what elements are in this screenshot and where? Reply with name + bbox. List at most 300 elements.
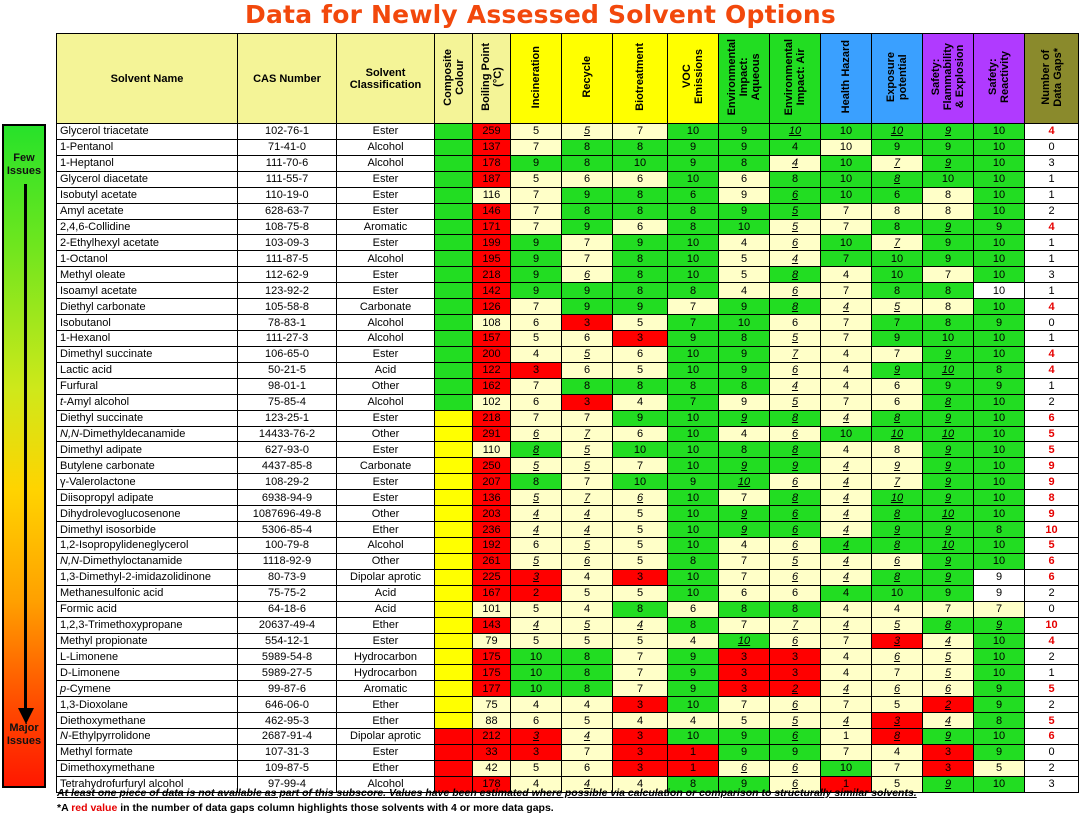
score-value: 5 (636, 634, 644, 647)
score-value: 7 (893, 316, 901, 329)
score-cell (974, 219, 1025, 235)
score-cell (719, 474, 770, 490)
score-cell (511, 458, 562, 474)
score-value: 7 (893, 762, 901, 775)
score-cell (770, 442, 821, 458)
score-value: 9 (689, 650, 697, 663)
score-value: 10 (992, 634, 1006, 647)
score-value: 10 (686, 348, 700, 361)
solvent-name-cell: Diethyl succinate (57, 410, 238, 426)
score-cell (668, 697, 719, 713)
cas-number-cell: 5989-54-8 (238, 649, 337, 665)
score-value: 10 (529, 650, 543, 663)
score-cell (923, 362, 974, 378)
score-value: 8 (944, 396, 952, 409)
score-value: 5 (791, 555, 799, 568)
score-cell (923, 410, 974, 426)
score-value: 10 (686, 523, 700, 536)
score-cell (1025, 522, 1079, 538)
score-cell (511, 633, 562, 649)
score-value: 10 (529, 666, 543, 679)
score-cell (562, 235, 613, 251)
score-value: 7 (842, 205, 850, 218)
score-value: 6 (532, 427, 540, 440)
score-value: 5 (893, 300, 901, 313)
score-value: 8 (944, 300, 952, 313)
score-cell (872, 713, 923, 729)
score-value: 7 (636, 459, 644, 472)
composite-colour-cell (435, 346, 473, 362)
score-cell (1025, 760, 1079, 776)
score-value: 10 (839, 236, 853, 249)
score-cell (974, 235, 1025, 251)
score-value: 9 (636, 412, 644, 425)
solvent-name-cell: Methyl propionate (57, 633, 238, 649)
score-cell (923, 426, 974, 442)
score-value: 9 (532, 268, 540, 281)
score-value: 4 (636, 778, 644, 791)
score-cell (974, 330, 1025, 346)
composite-colour-cell (435, 124, 473, 140)
score-value: 9 (944, 125, 952, 138)
score-cell (562, 299, 613, 315)
cas-number-cell: 20637-49-4 (238, 617, 337, 633)
column-header (974, 34, 1025, 124)
score-cell (719, 744, 770, 760)
score-value: 5 (583, 619, 591, 632)
score-cell (821, 378, 872, 394)
score-cell (821, 219, 872, 235)
score-value: 10 (839, 189, 853, 202)
score-cell (719, 235, 770, 251)
score-cell (974, 203, 1025, 219)
score-cell (511, 665, 562, 681)
few-issues-label: Few Issues (6, 152, 42, 177)
boiling-point-cell: 126 (473, 299, 511, 315)
score-value: 6 (893, 380, 901, 393)
score-cell (821, 203, 872, 219)
score-value: 9 (893, 459, 901, 472)
score-value: 6 (893, 682, 901, 695)
score-cell (821, 426, 872, 442)
score-value: 6 (791, 427, 799, 440)
table-row (57, 601, 1079, 617)
score-value: 6 (1048, 571, 1055, 584)
score-cell (511, 744, 562, 760)
score-value: 6 (636, 173, 644, 186)
column-header: Solvent Classification (337, 34, 435, 124)
score-cell (974, 569, 1025, 585)
solvent-name-cell: t-Amyl alcohol (57, 394, 238, 410)
footnote2-pre: *A (57, 802, 72, 814)
score-value: 6 (791, 539, 799, 552)
score-value: 4 (1048, 364, 1055, 377)
score-value: 8 (583, 380, 591, 393)
composite-colour-cell (435, 490, 473, 506)
score-value: 4 (842, 491, 850, 504)
score-cell (770, 744, 821, 760)
boiling-point-cell: 143 (473, 617, 511, 633)
score-cell (872, 426, 923, 442)
score-cell (821, 506, 872, 522)
column-header-label: Biotreatment (634, 43, 646, 111)
score-cell (821, 665, 872, 681)
score-cell (562, 522, 613, 538)
score-value: 10 (686, 252, 700, 265)
score-cell (872, 235, 923, 251)
score-value: 9 (995, 682, 1003, 695)
score-cell (719, 187, 770, 203)
score-cell (613, 665, 668, 681)
classification-cell: Ether (337, 713, 435, 729)
score-cell (668, 601, 719, 617)
score-value: 4 (893, 603, 901, 616)
cas-number-cell: 78-83-1 (238, 315, 337, 331)
score-cell (770, 203, 821, 219)
composite-colour-cell (435, 219, 473, 235)
score-value: 4 (842, 507, 850, 520)
column-header-label: Boiling Point (°C) (479, 43, 504, 111)
score-cell (770, 553, 821, 569)
score-value: 10 (992, 412, 1006, 425)
score-value: 6 (893, 650, 901, 663)
score-value: 4 (842, 555, 850, 568)
score-cell (719, 522, 770, 538)
score-value: 6 (583, 173, 591, 186)
boiling-point-cell: 177 (473, 681, 511, 697)
score-value: 8 (791, 603, 799, 616)
table-row (57, 729, 1079, 745)
classification-cell: Ester (337, 235, 435, 251)
score-value: 10 (890, 427, 904, 440)
score-cell (770, 315, 821, 331)
score-value: 9 (893, 364, 901, 377)
solvent-name-cell: Dimethyl isosorbide (57, 522, 238, 538)
score-value: 7 (740, 491, 748, 504)
score-value: 6 (791, 523, 799, 536)
score-cell (668, 315, 719, 331)
score-value: 6 (740, 762, 748, 775)
score-value: 5 (583, 539, 591, 552)
score-value: 4 (740, 236, 748, 249)
boiling-point-cell: 200 (473, 346, 511, 362)
score-cell (613, 490, 668, 506)
score-cell (923, 697, 974, 713)
boiling-point-cell: 146 (473, 203, 511, 219)
score-value: 5 (995, 762, 1003, 775)
column-header (613, 34, 668, 124)
score-value: 2 (1048, 587, 1055, 600)
score-value: 3 (532, 571, 540, 584)
score-cell (613, 537, 668, 553)
score-value: 9 (740, 205, 748, 218)
score-value: 10 (686, 587, 700, 600)
score-cell (1025, 155, 1079, 171)
score-value: 7 (636, 666, 644, 679)
score-value: 10 (839, 762, 853, 775)
score-cell (974, 744, 1025, 760)
score-value: 3 (583, 316, 591, 329)
table-row (57, 219, 1079, 235)
classification-cell: Ester (337, 346, 435, 362)
score-value: 7 (532, 380, 540, 393)
score-value: 9 (532, 252, 540, 265)
score-value: 10 (529, 682, 543, 695)
score-value: 10 (737, 475, 751, 488)
score-value: 9 (995, 316, 1003, 329)
cas-number-cell: 107-31-3 (238, 744, 337, 760)
score-value: 7 (532, 189, 540, 202)
score-cell (668, 299, 719, 315)
score-value: 7 (842, 220, 850, 233)
score-cell (719, 299, 770, 315)
cas-number-cell: 627-93-0 (238, 442, 337, 458)
composite-colour-cell (435, 139, 473, 155)
score-value: 8 (636, 252, 644, 265)
score-value: 4 (689, 714, 697, 727)
cas-number-cell: 97-99-4 (238, 776, 337, 792)
score-cell (668, 155, 719, 171)
score-cell (872, 569, 923, 585)
score-cell (872, 681, 923, 697)
score-cell (872, 585, 923, 601)
score-cell (974, 585, 1025, 601)
score-cell (613, 203, 668, 219)
score-value: 10 (839, 173, 853, 186)
score-cell (719, 171, 770, 187)
score-cell (821, 760, 872, 776)
score-value: 6 (893, 189, 901, 202)
score-value: 10 (633, 475, 647, 488)
score-cell (511, 378, 562, 394)
column-header-label: Safety: Reactivity (987, 51, 1011, 103)
score-cell (974, 458, 1025, 474)
score-value: 9 (740, 396, 748, 409)
score-value: 0 (1048, 316, 1055, 329)
score-cell (1025, 410, 1079, 426)
boiling-point-cell: 33 (473, 744, 511, 760)
score-cell (562, 553, 613, 569)
score-cell (923, 713, 974, 729)
score-value: 8 (893, 730, 901, 743)
score-cell (719, 617, 770, 633)
score-cell (770, 490, 821, 506)
table-row (57, 315, 1079, 331)
column-header (923, 34, 974, 124)
score-cell (923, 585, 974, 601)
score-value: 3 (944, 762, 952, 775)
score-value: 7 (583, 412, 591, 425)
column-header-label: Number of Data Gaps* (1039, 47, 1064, 107)
footnote-red-values (57, 802, 554, 814)
score-cell (719, 346, 770, 362)
score-cell (719, 681, 770, 697)
score-cell (719, 458, 770, 474)
score-cell (719, 442, 770, 458)
score-value: 0 (1048, 746, 1055, 759)
solvent-name-cell: Dimethoxymethane (57, 760, 238, 776)
score-cell (923, 330, 974, 346)
score-cell (923, 171, 974, 187)
score-cell (923, 601, 974, 617)
score-cell (511, 394, 562, 410)
score-value: 3 (636, 571, 644, 584)
boiling-point-cell: 207 (473, 474, 511, 490)
score-value: 6 (791, 571, 799, 584)
score-value: 6 (689, 603, 697, 616)
score-cell (719, 283, 770, 299)
score-value: 9 (740, 507, 748, 520)
score-value: 10 (839, 141, 853, 154)
score-value: 5 (893, 619, 901, 632)
score-value: 1 (1048, 173, 1055, 186)
cas-number-cell: 102-76-1 (238, 124, 337, 140)
score-cell (562, 474, 613, 490)
score-value: 7 (689, 300, 697, 313)
score-cell (613, 235, 668, 251)
score-value: 7 (791, 619, 799, 632)
composite-colour-cell (435, 522, 473, 538)
cas-number-cell: 123-92-2 (238, 283, 337, 299)
score-cell (770, 474, 821, 490)
score-cell (923, 378, 974, 394)
score-value: 9 (1048, 475, 1055, 488)
score-cell (821, 490, 872, 506)
score-value: 2 (1048, 650, 1055, 663)
score-value: 8 (689, 619, 697, 632)
score-cell (562, 458, 613, 474)
score-value: 8 (636, 603, 644, 616)
score-value: 8 (893, 539, 901, 552)
score-value: 5 (583, 587, 591, 600)
score-value: 6 (791, 762, 799, 775)
score-cell (511, 362, 562, 378)
table-row (57, 522, 1079, 538)
score-value: 4 (532, 619, 540, 632)
solvent-name-cell: Furfural (57, 378, 238, 394)
score-cell (974, 729, 1025, 745)
score-value: 4 (1048, 125, 1055, 138)
table-row (57, 506, 1079, 522)
cas-number-cell: 108-29-2 (238, 474, 337, 490)
score-cell (562, 362, 613, 378)
score-cell (562, 426, 613, 442)
table-row (57, 251, 1079, 267)
score-value: 8 (893, 507, 901, 520)
table-row (57, 362, 1079, 378)
score-cell (770, 394, 821, 410)
score-value: 8 (791, 491, 799, 504)
score-value: 7 (842, 698, 850, 711)
score-cell (821, 410, 872, 426)
score-cell (821, 315, 872, 331)
table-row (57, 569, 1079, 585)
score-cell (562, 330, 613, 346)
score-value: 10 (992, 268, 1006, 281)
boiling-point-cell: 199 (473, 235, 511, 251)
table-row (57, 187, 1079, 203)
score-value: 9 (740, 730, 748, 743)
score-cell (1025, 681, 1079, 697)
solvent-name-cell: L-Limonene (57, 649, 238, 665)
score-cell (923, 299, 974, 315)
score-cell (974, 490, 1025, 506)
solvent-name-cell: 1-Heptanol (57, 155, 238, 171)
score-value: 7 (532, 220, 540, 233)
score-cell (872, 760, 923, 776)
score-value: 4 (842, 475, 850, 488)
score-value: 9 (740, 523, 748, 536)
score-cell (974, 378, 1025, 394)
score-value: 6 (636, 348, 644, 361)
composite-colour-cell (435, 665, 473, 681)
classification-cell: Ether (337, 617, 435, 633)
score-cell (821, 171, 872, 187)
score-value: 7 (740, 571, 748, 584)
score-value: 1 (1048, 189, 1055, 202)
score-cell (821, 251, 872, 267)
score-cell (511, 697, 562, 713)
score-cell (872, 362, 923, 378)
score-value: 5 (740, 252, 748, 265)
score-cell (511, 124, 562, 140)
score-value: 9 (740, 348, 748, 361)
score-cell (923, 124, 974, 140)
score-cell (872, 299, 923, 315)
score-cell (872, 665, 923, 681)
score-cell (613, 394, 668, 410)
score-value: 9 (740, 364, 748, 377)
classification-cell: Ester (337, 633, 435, 649)
score-value: 4 (583, 730, 591, 743)
score-value: 9 (944, 778, 952, 791)
score-cell (719, 362, 770, 378)
classification-cell: Other (337, 553, 435, 569)
score-value: 8 (893, 571, 901, 584)
score-value: 9 (1048, 459, 1055, 472)
score-value: 10 (992, 189, 1006, 202)
score-cell (562, 315, 613, 331)
score-cell (613, 522, 668, 538)
score-cell (974, 617, 1025, 633)
score-cell (770, 235, 821, 251)
score-cell (613, 219, 668, 235)
score-value: 10 (788, 125, 802, 138)
footnote2-red: red value (71, 802, 118, 814)
boiling-point-cell: 236 (473, 522, 511, 538)
score-cell (872, 378, 923, 394)
cas-number-cell: 80-73-9 (238, 569, 337, 585)
score-cell (1025, 315, 1079, 331)
score-cell (562, 378, 613, 394)
score-cell (613, 171, 668, 187)
score-cell (613, 330, 668, 346)
column-header-label: VOC Emissions (681, 49, 705, 105)
column-header-label: Health Hazard (840, 40, 852, 114)
score-cell (719, 569, 770, 585)
classification-cell: Acid (337, 362, 435, 378)
score-value: 10 (992, 125, 1006, 138)
score-cell (613, 362, 668, 378)
score-cell (511, 299, 562, 315)
score-cell (872, 203, 923, 219)
score-value: 6 (944, 682, 952, 695)
score-cell (562, 569, 613, 585)
score-cell (1025, 330, 1079, 346)
score-value: 5 (791, 205, 799, 218)
score-value: 5 (636, 523, 644, 536)
score-cell (923, 490, 974, 506)
